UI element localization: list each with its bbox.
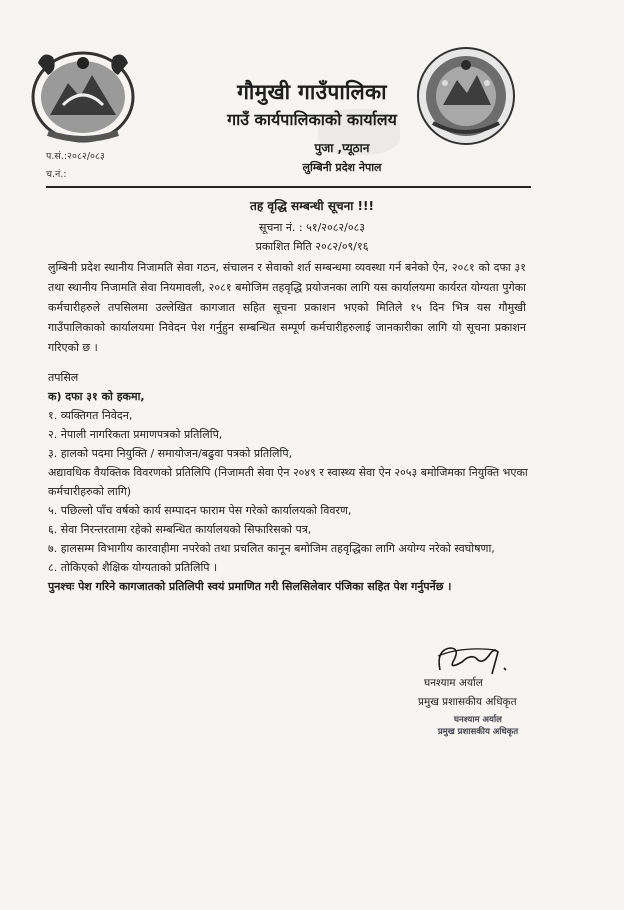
list-item: अद्यावधिक वैयक्तिक विवरणको प्रतिलिपि (निजामती सेवा ऐन २०४९ र स्वास्थ्य सेवा ऐन २०५३ बमोजिमका नियुक्ति भएका कर्मचारीहरुको लागि) — [48, 466, 528, 498]
notice-number: सूचना नं. : ५१/२०८२/०८३ — [258, 221, 366, 234]
requirements-list — [48, 368, 533, 596]
list-item: १. व्यक्तिगत निवेदन, — [48, 409, 133, 422]
published-date: प्रकाशित मिति २०८२/०९/१६ — [255, 240, 369, 253]
stamp-designation: प्रमुख प्रशासकीय अधिकृत — [437, 727, 519, 737]
office-title: गाउँ कार्यपालिकाको कार्यालय — [227, 110, 397, 129]
signatory-name: घनश्याम अर्याल — [424, 677, 483, 689]
stamp-name: घनश्याम अर्याल — [454, 715, 502, 725]
list-item: २. नेपाली नागरिकता प्रमाणपत्रको प्रतिलिपि, — [48, 428, 223, 441]
office-location: पुजा ,प्यूठान — [314, 141, 370, 155]
letter-number: प.सं.:२०८२/०८३ — [46, 151, 105, 162]
section-heading: क) दफा ३१ को हकमा, — [48, 390, 145, 403]
notice-title: तह वृद्धि सम्बन्धी सूचना !!! — [250, 199, 374, 213]
header-divider — [46, 186, 531, 188]
province-name: लुम्बिनी प्रदेश नेपाल — [302, 161, 382, 174]
list-item: ७. हालसम्म विभागीय कारवाहीमा नपरेको तथा प्रचलित कानून बमोजिम तहवृद्धिका लागि अयोग्य नरेको स्वघोषणा, — [48, 542, 495, 555]
list-item: ८. तोकिएको शैक्षिक योग्यताको प्रतिलिपि । — [48, 561, 218, 574]
dispatch-number: च.नं.: — [46, 169, 67, 180]
footnote: पुनश्चः पेश गरिने कागजातको प्रतिलिपी स्वयं प्रमाणित गरी सिलसिलेवार पंजिका सहित पेश गर्नुपर्नेछ । — [48, 580, 452, 593]
list-item: ३. हालको पदमा नियुक्ति / समायोजन/बढुवा पत्रको प्रतिलिपि, — [48, 447, 293, 460]
municipality-title: गौमुखी गाउँपालिका — [237, 80, 387, 104]
signatory-designation: प्रमुख प्रशासकीय अधिकृत — [418, 696, 517, 708]
handwritten-signature — [432, 640, 522, 680]
list-item: ५. पछिल्लो पाँच वर्षको कार्य सम्पादन फाराम पेस गरेको कार्यालयको विवरण, — [48, 504, 352, 517]
list-item: ६. सेवा निरन्तरतामा रहेको सम्बन्धित कार्यालयको सिफारिसको पत्र, — [48, 523, 312, 536]
name-stamp — [418, 714, 538, 738]
notice-body: लुम्बिनी प्रदेश स्थानीय निजामति सेवा गठन, संचालन र सेवाको शर्त सम्बन्धमा व्यवस्था गर्न बनेको ऐन, २०८१ को दफा ३१ तथा स्थानीय निजामति सेवा नियमावली, २०८१ बमोजिम तहवृद्धि प्रयोजनका लागि यस कार्यालयमा कार्यरत योग्यता पुगेका कर्मचारीहरुले तपसिलमा उल्लेखित कागजात सहित सूचना प्रकाशन भएको मितिले १५ दिन भित्र यस गौमुखी गाउँपालिकाको कार्यालयमा निवेदन पेश गर्नुहुन सम्बन्धित सम्पूर्ण कर्मचारीहरुलाई जानकारीका लागि यो सूचना प्रकाशन गरिएको छ । — [48, 261, 526, 354]
list-heading: तपसिल — [48, 371, 79, 384]
